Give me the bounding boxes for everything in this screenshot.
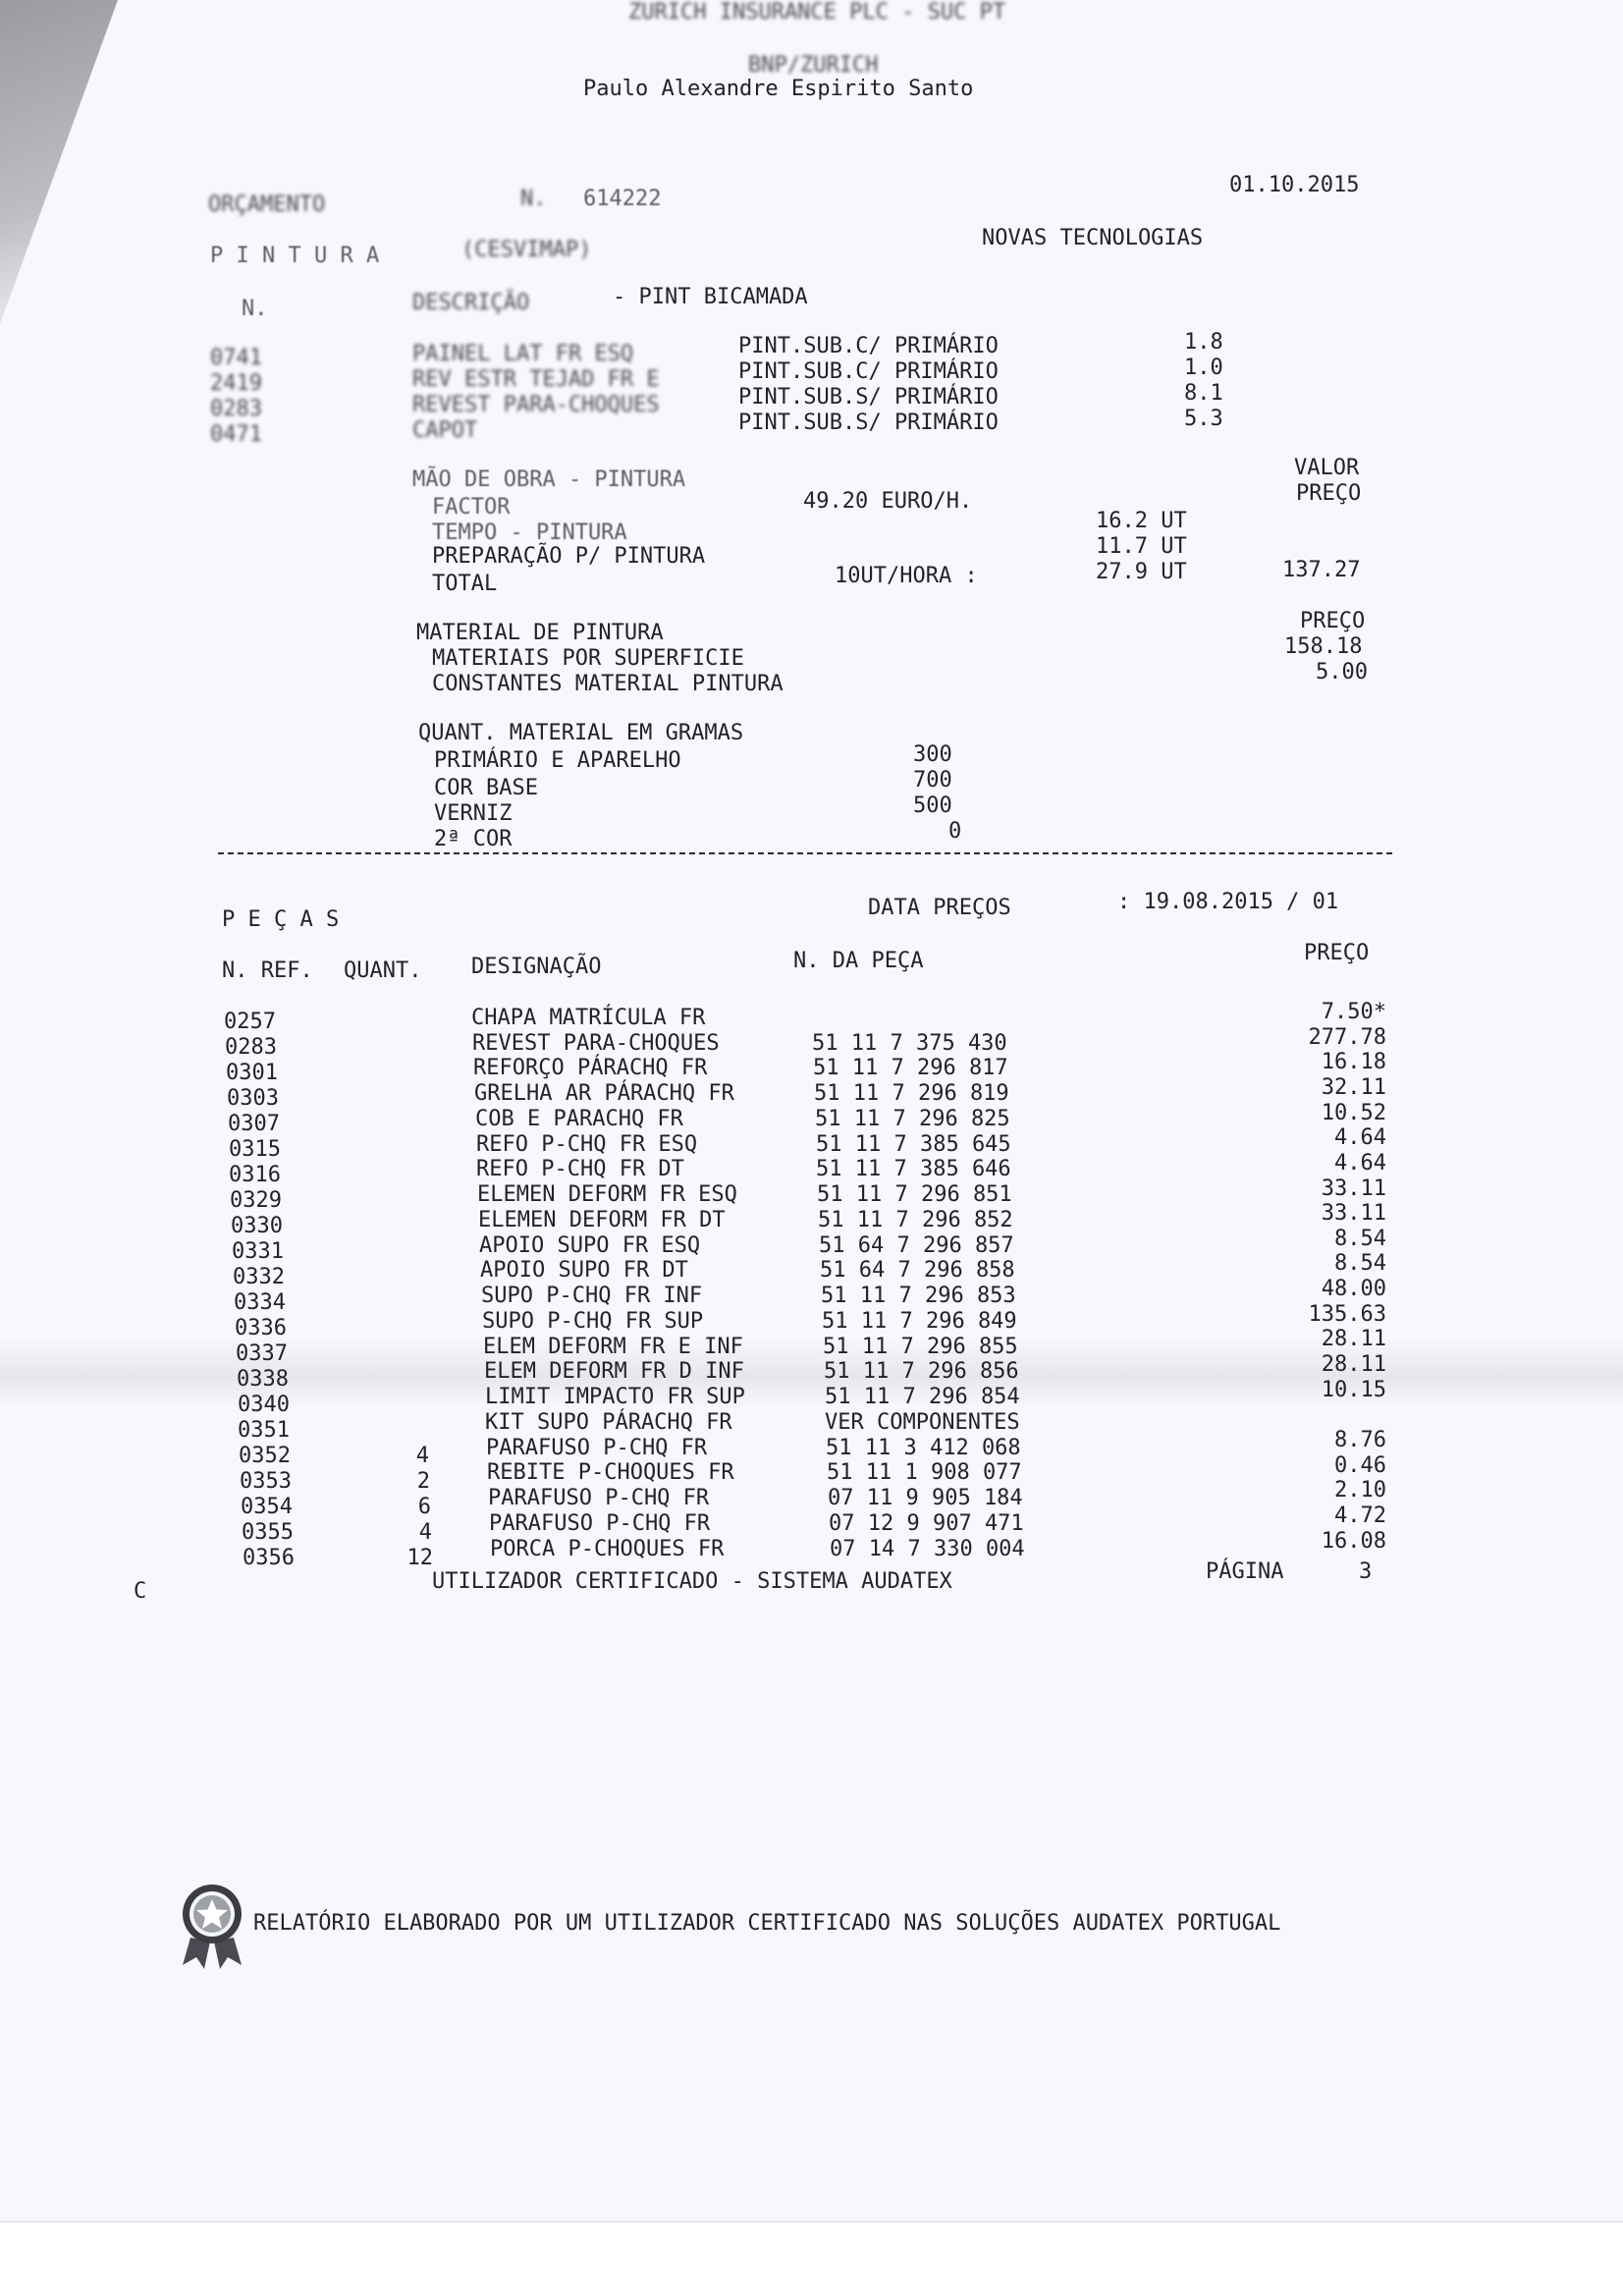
part-ref: 0356 [243,1546,295,1570]
part-price: 135.63 [1308,1302,1386,1327]
labor-rate: 10UT/HORA : [835,564,978,588]
quantity-label: VERNIZ [434,801,513,826]
scan-margin [0,2221,1623,2296]
part-ref: 0352 [239,1444,291,1468]
part-desc: REFO P-CHQ FR ESQ [476,1132,698,1157]
part-ref: 0338 [237,1367,289,1392]
labor-prep-value: 11.7 UT [1096,534,1187,559]
labor-factor-value: 49.20 EURO/H. [803,489,973,514]
part-price: 7.50* [1321,1000,1386,1024]
paint-title: P I N T U R A [210,244,380,268]
part-ref: 0354 [241,1495,293,1519]
part-desc: GRELHA AR PÁRACHQ FR [474,1081,734,1106]
part-ref: 0257 [224,1010,276,1034]
paint-tech: NOVAS TECNOLOGIAS [982,226,1204,250]
quantity-title: QUANT. MATERIAL EM GRAMAS [418,721,744,745]
part-desc: REBITE P-CHOQUES FR [487,1460,734,1485]
material-surface-label: MATERIAIS POR SUPERFICIE [432,646,744,671]
part-price: 33.11 [1321,1176,1386,1201]
part-number: 51 11 3 412 068 [826,1436,1021,1460]
part-price: 2.10 [1334,1478,1386,1503]
labor-prep-label: PREPARAÇÃO P/ PINTURA [432,544,706,569]
part-ref: 0332 [233,1265,285,1289]
part-ref: 0330 [231,1214,283,1238]
part-number: 07 11 9 905 184 [828,1486,1023,1510]
part-ref: 0307 [228,1112,280,1136]
part-desc: ELEM DEFORM FR D INF [484,1359,744,1384]
labor-title: MÃO DE OBRA - PINTURA [412,467,686,492]
page-number: 3 [1359,1559,1373,1584]
part-ref: 0301 [226,1061,278,1085]
part-ref: 0353 [240,1469,292,1494]
part-qty: 6 [417,1495,431,1519]
labor-factor-label: FACTOR [432,495,511,519]
part-number: VER COMPONENTES [825,1410,1020,1435]
margin-mark: C [134,1579,147,1604]
part-desc: REVEST PARA-CHOQUES [472,1031,720,1056]
part-price: 10.15 [1321,1378,1386,1402]
part-desc: CHAPA MATRÍCULA FR [471,1006,706,1030]
part-number: 07 12 9 907 471 [829,1511,1024,1536]
part-number: 51 11 7 296 819 [814,1081,1009,1106]
part-number: 51 11 7 296 852 [818,1208,1013,1232]
labor-total-price: 137.27 [1282,558,1361,582]
part-desc: SUPO P-CHQ FR INF [481,1284,703,1308]
part-number: 51 11 7 296 851 [817,1182,1012,1207]
labor-valor-label: VALOR [1294,456,1360,480]
part-desc: PORCA P-CHOQUES FR [490,1537,725,1561]
part-number: 51 11 1 908 077 [827,1460,1022,1485]
part-price: 28.11 [1321,1327,1386,1351]
paint-item-type: PINT.SUB.S/ PRIMÁRIO [738,410,999,435]
labor-total-label: TOTAL [432,572,498,596]
part-number: 51 11 7 296 817 [813,1056,1008,1080]
part-price: 32.11 [1321,1075,1386,1100]
paint-item-value: 1.8 [1184,330,1223,355]
part-number: 51 11 7 296 855 [823,1335,1018,1359]
certified-line: UTILIZADOR CERTIFICADO - SISTEMA AUDATEX [432,1569,952,1594]
part-price: 48.00 [1321,1277,1386,1301]
part-number: 51 11 7 296 825 [815,1107,1010,1131]
part-ref: 0331 [232,1239,284,1264]
paint-item-n: 0741 [210,346,262,370]
quantity-label: 2ª COR [434,827,513,851]
certified-seal-icon [177,1881,247,1969]
estimate-number-label: N. [520,187,547,211]
quantity-value: 700 [913,768,952,793]
material-const-value: 5.00 [1316,660,1368,684]
part-number: 51 11 7 296 849 [822,1309,1017,1334]
part-ref: 0283 [225,1035,277,1060]
part-number: 51 11 7 296 853 [821,1284,1016,1308]
part-price: 8.54 [1334,1251,1386,1276]
parts-col-qty: QUANT. [344,958,422,983]
part-ref: 0316 [229,1163,281,1187]
material-surface-value: 158.18 [1284,634,1363,659]
person-name: Paulo Alexandre Espirito Santo [583,77,974,101]
part-desc: LIMIT IMPACTO FR SUP [485,1385,745,1409]
part-number: 51 64 7 296 857 [819,1233,1014,1258]
part-ref: 0351 [238,1418,290,1443]
part-price: 28.11 [1321,1352,1386,1377]
estimate-date: 01.10.2015 [1229,173,1360,197]
part-desc: PARAFUSO P-CHQ FR [488,1486,710,1510]
labor-total-ut: 27.9 UT [1096,560,1187,584]
quantity-label: COR BASE [434,776,538,800]
part-price: 4.64 [1334,1151,1386,1175]
parts-col-ref: N. REF. [222,958,313,983]
part-desc: PARAFUSO P-CHQ FR [489,1511,711,1536]
part-price: 33.11 [1321,1201,1386,1226]
part-number: 51 11 7 385 645 [816,1132,1011,1157]
part-price: 4.72 [1334,1503,1386,1528]
paint-item-n: 2419 [210,371,262,396]
part-ref: 0303 [227,1086,279,1111]
part-price: 4.64 [1334,1125,1386,1150]
material-const-label: CONSTANTES MATERIAL PINTURA [432,672,784,696]
paint-item-value: 1.0 [1184,355,1223,380]
paint-item-type: PINT.SUB.C/ PRIMÁRIO [738,334,999,358]
part-qty: 2 [416,1469,430,1494]
part-price: 0.46 [1334,1453,1386,1478]
part-desc: ELEMEN DEFORM FR DT [478,1208,726,1232]
parts-col-price: PREÇO [1304,941,1370,965]
part-desc: ELEMEN DEFORM FR ESQ [477,1182,737,1207]
part-number: 51 11 7 375 430 [812,1031,1007,1056]
part-ref: 0334 [234,1290,286,1315]
part-number: 51 11 7 296 854 [825,1385,1020,1409]
parts-col-desc: DESIGNAÇÃO [471,955,602,979]
quantity-value: 300 [913,742,952,767]
page-label: PÁGINA [1206,1559,1284,1584]
part-qty: 4 [415,1444,429,1468]
paint-code: (CESVIMAP) [461,238,592,262]
part-desc: PARAFUSO P-CHQ FR [486,1436,708,1460]
part-desc: REFORÇO PÁRACHQ FR [473,1056,708,1080]
part-desc: COB E PARACHQ FR [475,1107,683,1131]
parts-title: P E Ç A S [222,907,340,932]
quantity-label: PRIMÁRIO E APARELHO [434,748,681,773]
paint-item-value: 5.3 [1184,407,1223,431]
part-desc: APOIO SUPO FR DT [480,1258,688,1283]
part-number: 51 11 7 385 646 [816,1157,1011,1181]
part-ref: 0315 [229,1137,281,1162]
part-price: 16.08 [1321,1529,1386,1554]
part-desc: SUPO P-CHQ FR SUP [482,1309,704,1334]
insurer-name: ZURICH INSURANCE PLC - SUC PT [628,0,1006,25]
paint-col-desc: DESCRIÇÃO [412,291,530,315]
paint-item-n: 0283 [210,397,262,421]
parts-col-part: N. DA PEÇA [793,949,924,973]
part-price: 277.78 [1308,1025,1386,1050]
quantity-value: 0 [948,819,962,844]
paint-item-n: 0471 [210,422,262,447]
part-price: 8.54 [1334,1227,1386,1251]
part-price: 10.52 [1321,1101,1386,1125]
part-ref: 0340 [238,1393,290,1417]
labor-preco-label: PREÇO [1296,481,1362,506]
part-ref: 0337 [236,1341,288,1366]
part-desc: REFO P-CHQ FR DT [476,1157,684,1181]
estimate-label: ORÇAMENTO [208,192,326,217]
quantity-value: 500 [913,793,952,818]
part-ref: 0355 [242,1520,294,1545]
part-number: 51 11 7 296 856 [824,1359,1019,1384]
part-number: 51 64 7 296 858 [820,1258,1015,1283]
paint-item-desc: PAINEL LAT FR ESQ [412,342,634,366]
paint-item-type: PINT.SUB.C/ PRIMÁRIO [738,359,999,384]
paint-item-value: 8.1 [1184,381,1223,406]
part-price: 8.76 [1334,1428,1386,1452]
material-title: MATERIAL DE PINTURA [416,621,664,645]
paint-item-desc: CAPOT [412,418,478,443]
part-desc: APOIO SUPO FR ESQ [479,1233,701,1258]
paint-item-type: PINT.SUB.S/ PRIMÁRIO [738,385,999,410]
paint-item-desc: REV ESTR TEJAD FR E [412,367,660,392]
part-desc: KIT SUPO PÁRACHQ FR [485,1410,732,1435]
paint-item-desc: REVEST PARA-CHOQUES [412,393,660,417]
part-desc: ELEM DEFORM FR E INF [483,1335,743,1359]
paint-type: - PINT BICAMADA [613,285,808,309]
parts-date-value: : 19.08.2015 / 01 [1117,890,1339,914]
parts-date-label: DATA PREÇOS [868,896,1011,920]
paint-col-n: N. [242,297,268,321]
part-ref: 0329 [230,1188,282,1213]
labor-tempo-label: TEMPO - PINTURA [432,520,627,545]
agent-name: BNP/ZURICH [748,53,879,78]
labor-tempo-value: 16.2 UT [1096,509,1187,533]
report-line: RELATÓRIO ELABORADO POR UM UTILIZADOR CERTIFICADO NAS SOLUÇÕES AUDATEX PORTUGAL [253,1911,1281,1936]
estimate-number: 614222 [583,187,662,211]
part-qty: 12 [406,1546,433,1570]
part-ref: 0336 [235,1316,287,1340]
part-qty: 4 [418,1520,432,1545]
part-price: 16.18 [1321,1050,1386,1074]
material-preco-label: PREÇO [1300,609,1366,633]
part-number: 07 14 7 330 004 [830,1537,1025,1561]
section-divider [218,852,1392,854]
